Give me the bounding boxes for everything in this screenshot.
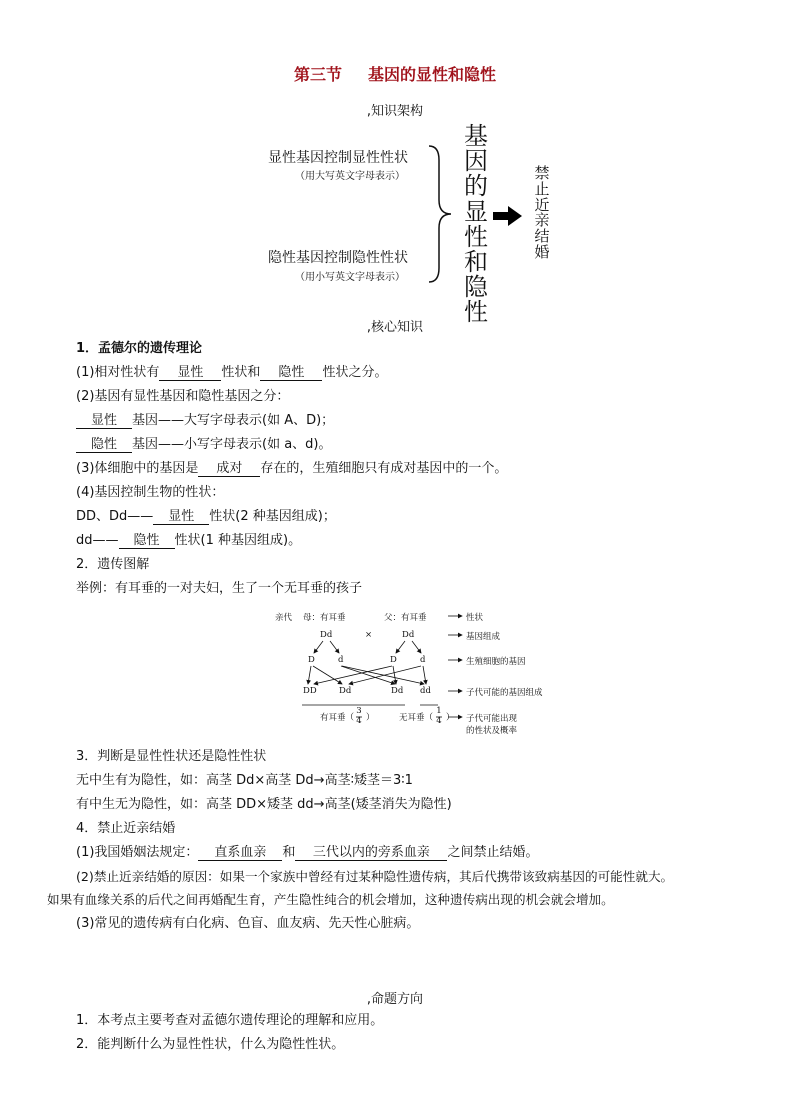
diagram-paren: ） bbox=[446, 713, 455, 723]
heading-mendel: 1．孟德尔的遗传理论 bbox=[76, 341, 203, 356]
text-gene-control: (4)基因控制生物的性状： bbox=[76, 485, 225, 500]
diagram-offspring: DD bbox=[303, 686, 317, 696]
heading-judge-traits: 3．判断是显性性状还是隐性性状 bbox=[76, 749, 267, 764]
blank-answer: 成对 bbox=[198, 461, 260, 477]
framework-recessive-note: （用小写英文字母表示） bbox=[295, 272, 405, 283]
text-rule-2: 有中生无为隐性，如：高茎 DD×矮茎 dd→高茎(矮茎消失为隐性) bbox=[76, 797, 452, 812]
diagram-mother: 母：有耳垂 bbox=[303, 613, 346, 623]
text-direction-2: 2．能判断什么为显性性状，什么为隐性性状。 bbox=[76, 1037, 345, 1052]
heading-consanguineous: 4．禁止近亲结婚 bbox=[76, 821, 176, 836]
heading-genetic-diagram: 2．遗传图解 bbox=[76, 557, 150, 572]
text-paired-genes: (3)体细胞中的基因是 成对 存在的，生殖细胞只有成对基因中的一个。 bbox=[76, 461, 508, 476]
text-dd-dominant: DD、Dd—— 显性 性状(2 种基因组成)； bbox=[76, 509, 336, 524]
diagram-gamete: D bbox=[390, 655, 397, 665]
diagram-parent2-genotype: Dd bbox=[402, 630, 415, 640]
diagram-offspring: dd bbox=[420, 686, 431, 696]
core-heading: ,核心知识 bbox=[366, 320, 424, 335]
text-direction-1: 1．本考点主要考查对孟德尔遗传理论的理解和应用。 bbox=[76, 1013, 384, 1028]
diagram-note: 子代可能出现 bbox=[466, 714, 518, 724]
section-title: 基因的显性和隐性 bbox=[368, 65, 497, 84]
text-reason-2: 如果有血缘关系的后代之间再婚配生育，产生隐性纯合的机会增加，这种遗传病出现的机会就会增加。 bbox=[47, 892, 614, 907]
framework-center-title: 基 因 的 显 性 和 隐 性 bbox=[464, 122, 488, 327]
text-rule-1: 无中生有为隐性，如：高茎 Dd×高茎 Dd→高茎∶矮茎＝3∶1 bbox=[76, 773, 413, 788]
text-dominant-gene: 显性 基因——大写字母表示(如 A、D)； bbox=[76, 412, 334, 430]
text-recessive-gene: 隐性 基因——小写字母表示(如 a、d)。 bbox=[76, 436, 332, 454]
blank-answer: 隐性 bbox=[260, 365, 322, 381]
diagram-parent1-genotype: Dd bbox=[320, 630, 333, 640]
diagram-fraction: 1 4 bbox=[436, 706, 442, 726]
blank-answer: 隐性 bbox=[76, 437, 132, 453]
text-example: 举例：有耳垂的一对夫妇，生了一个无耳垂的孩子 bbox=[76, 581, 363, 596]
diagram-result-dominant: 有耳垂（ bbox=[320, 713, 355, 723]
direction-heading: ,命题方向 bbox=[366, 992, 424, 1007]
blank-answer: 三代以内的旁系血亲 bbox=[295, 845, 447, 861]
diagram-fraction: 3 4 bbox=[356, 706, 362, 726]
blank-answer: 显性 bbox=[153, 509, 209, 525]
blank-answer: 直系血亲 bbox=[198, 845, 282, 861]
text-common-diseases: (3)常见的遗传病有白化病、色盲、血友病、先天性心脏病。 bbox=[76, 916, 420, 931]
diagram-gamete: D bbox=[308, 655, 315, 665]
framework-dominant-note: （用大写英文字母表示） bbox=[295, 171, 405, 182]
blank-answer: 显性 bbox=[159, 365, 221, 381]
text-relative-traits: (1)相对性状有 显性 性状和 隐性 性状之分。 bbox=[76, 365, 388, 380]
diagram-cross: × bbox=[365, 630, 373, 640]
diagram-gamete: d bbox=[338, 655, 344, 665]
diagram-paren: ） bbox=[366, 713, 375, 723]
diagram-offspring: Dd bbox=[339, 686, 352, 696]
diagram-note: 基因组成 bbox=[466, 632, 501, 642]
framework-recessive: 隐性基因控制隐性性状 bbox=[268, 250, 408, 266]
text-gene-types: (2)基因有显性基因和隐性基因之分： bbox=[76, 389, 290, 404]
diagram-note: 子代可能的基因组成 bbox=[466, 688, 543, 698]
diagram-parents-label: 亲代 bbox=[275, 613, 293, 623]
diagram-result-recessive: 无耳垂（ bbox=[399, 713, 434, 723]
framework-heading: ,知识架构 bbox=[366, 104, 424, 119]
diagram-note: 的性状及概率 bbox=[466, 726, 518, 736]
text-marriage-law: (1)我国婚姻法规定： 直系血亲 和 三代以内的旁系血亲 之间禁止结婚。 bbox=[76, 845, 539, 860]
text-dd-recessive: dd—— 隐性 性状(1 种基因组成)。 bbox=[76, 533, 302, 548]
diagram-gamete: d bbox=[420, 655, 426, 665]
diagram-father: 父：有耳垂 bbox=[384, 613, 427, 623]
text-reason-1: (2)禁止近亲结婚的原因：如果一个家族中曾经有过某种隐性遗传病，其后代携带该致病基因的可能性就大。 bbox=[76, 869, 674, 884]
blank-answer: 隐性 bbox=[119, 533, 175, 549]
diagram-note: 生殖细胞的基因 bbox=[466, 657, 526, 667]
blank-answer: 显性 bbox=[76, 413, 132, 429]
framework-right-title: 禁 止 近 亲 结 婚 bbox=[534, 164, 550, 261]
section-number: 第三节 bbox=[293, 65, 342, 84]
diagram-note: 性状 bbox=[466, 613, 484, 623]
diagram-offspring: Dd bbox=[391, 686, 404, 696]
framework-dominant: 显性基因控制显性性状 bbox=[268, 150, 408, 166]
